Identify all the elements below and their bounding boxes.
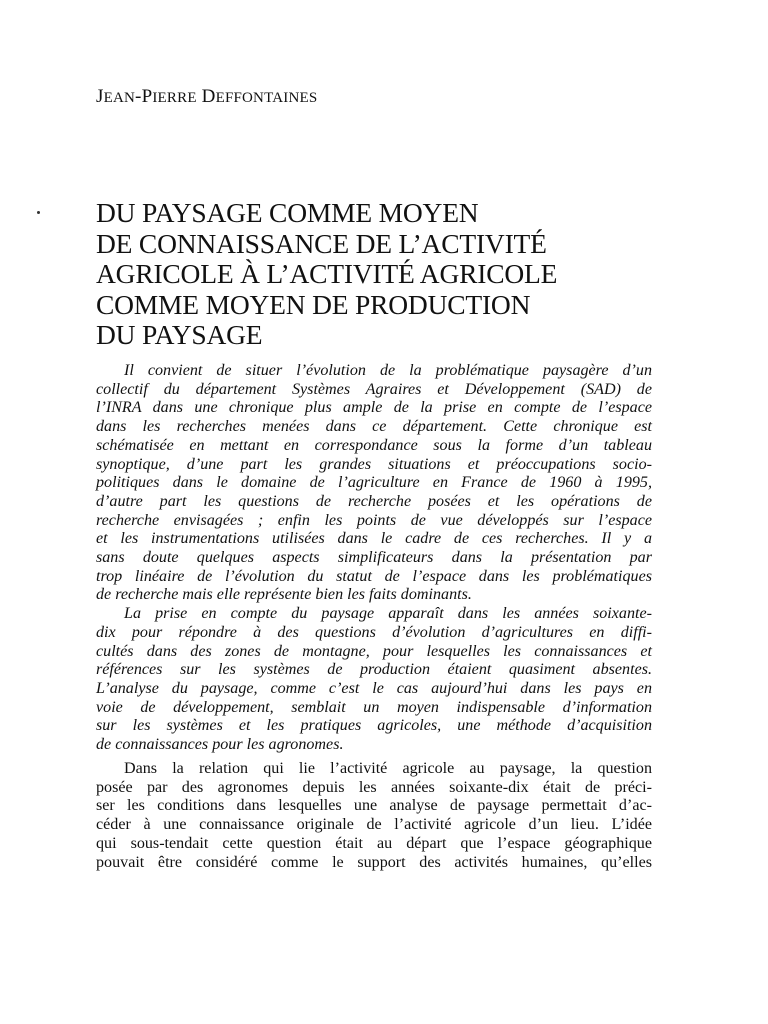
body-text [96, 760, 652, 872]
text-line: l’INRA dans une chronique plus ample de la prise en compte de l’espace [96, 399, 652, 417]
text-line: ser les conditions dans lesquelles une analyse de paysage permettait d’ac- [96, 797, 652, 815]
text-line: qui sous-tendait cette question était au départ que l’espace géographique [96, 834, 652, 852]
body-paragraph-1 [96, 760, 652, 872]
author-hyphen: - [135, 86, 142, 107]
text-line: Dans la relation qui lie l’activité agricole au paysage, la question [124, 760, 652, 777]
title-line: DU PAYSAGE COMME MOYEN [96, 197, 479, 228]
text-line: schématisée en mettant en correspondance sous la forme d’un tableau [96, 436, 652, 454]
text-line: de recherche mais elle représente bien les faits dominants. [96, 586, 472, 604]
text-line: L’analyse du paysage, comme c’est le cas aujourd’hui dans les pays en [96, 679, 652, 697]
text-line: de connaissances pour les agronomes. [96, 736, 344, 754]
author-initial-d: D [201, 86, 216, 107]
text-line: céder à une connaissance originale de l’activité agricole d’un lieu. L’idée [96, 816, 652, 834]
abstract [96, 362, 652, 755]
author-text-ierre: IERRE [152, 90, 197, 106]
abstract-paragraph-2 [96, 605, 652, 755]
title-line: DU PAYSAGE [96, 319, 263, 350]
text-line: pouvait être considéré comme le support des activités humaines, qu’elles [96, 853, 652, 871]
author-initial-j: J [96, 86, 104, 107]
text-line: et les instrumentations utilisées dans le cadre de ces recherches. Il y a [96, 530, 652, 548]
text-line: La prise en compte du paysage apparaît dans les années soixante- [124, 605, 652, 623]
scan-speck [37, 211, 40, 214]
text-line: posée par des agronomes depuis les années soixante-dix était de préci- [96, 778, 652, 796]
author-initial-p: P [141, 86, 153, 107]
text-line: références sur les systèmes de production étaient quasiment absentes. [96, 661, 652, 679]
text-line: sans doute quelques aspects simplificateurs dans la présentation par [96, 549, 652, 567]
text-line: sur les systèmes et les pratiques agricoles, une méthode d’acquisition [96, 717, 652, 735]
author-text-ean: EAN [103, 90, 136, 106]
text-line: synoptique, d’une part les grandes situations et préoccupations socio- [96, 455, 652, 473]
text-line: cultés dans des zones de montagne, pour lesquelles les connaissances et [96, 642, 652, 660]
title-line: DE CONNAISSANCE DE L’ACTIVITÉ [96, 227, 547, 259]
title-line: AGRICOLE À L’ACTIVITÉ AGRICOLE [96, 258, 558, 289]
author-text-effontaines: EFFONTAINES [215, 90, 318, 106]
abstract-paragraph-1 [96, 362, 652, 605]
article-title [96, 198, 557, 351]
title-line: COMME MOYEN DE PRODUCTION [96, 288, 531, 320]
text-line: d’autre part les questions de recherche posées et les opérations de [96, 492, 652, 510]
text-line: voie de développement, semblait un moyen indispensable d’information [96, 698, 652, 716]
text-line: collectif du département Systèmes Agraires et Développement (SAD) de [96, 380, 652, 398]
text-line: trop linéaire de l’évolution du statut de l’espace dans les problématiques [96, 567, 652, 585]
author-name [96, 86, 317, 108]
text-line: recherche envisagées ; enfin les points de vue développés sur l’espace [96, 511, 652, 529]
text-line: politiques dans le domaine de l’agriculture en France de 1960 à 1995, [96, 474, 652, 492]
text-line: dans les recherches menées dans ce département. Cette chronique est [96, 418, 652, 436]
text-line: Il convient de situer l’évolution de la problématique paysagère d’un [124, 362, 652, 379]
text-line: dix pour répondre à des questions d’évolution d’agricultures en diffi- [96, 623, 652, 641]
